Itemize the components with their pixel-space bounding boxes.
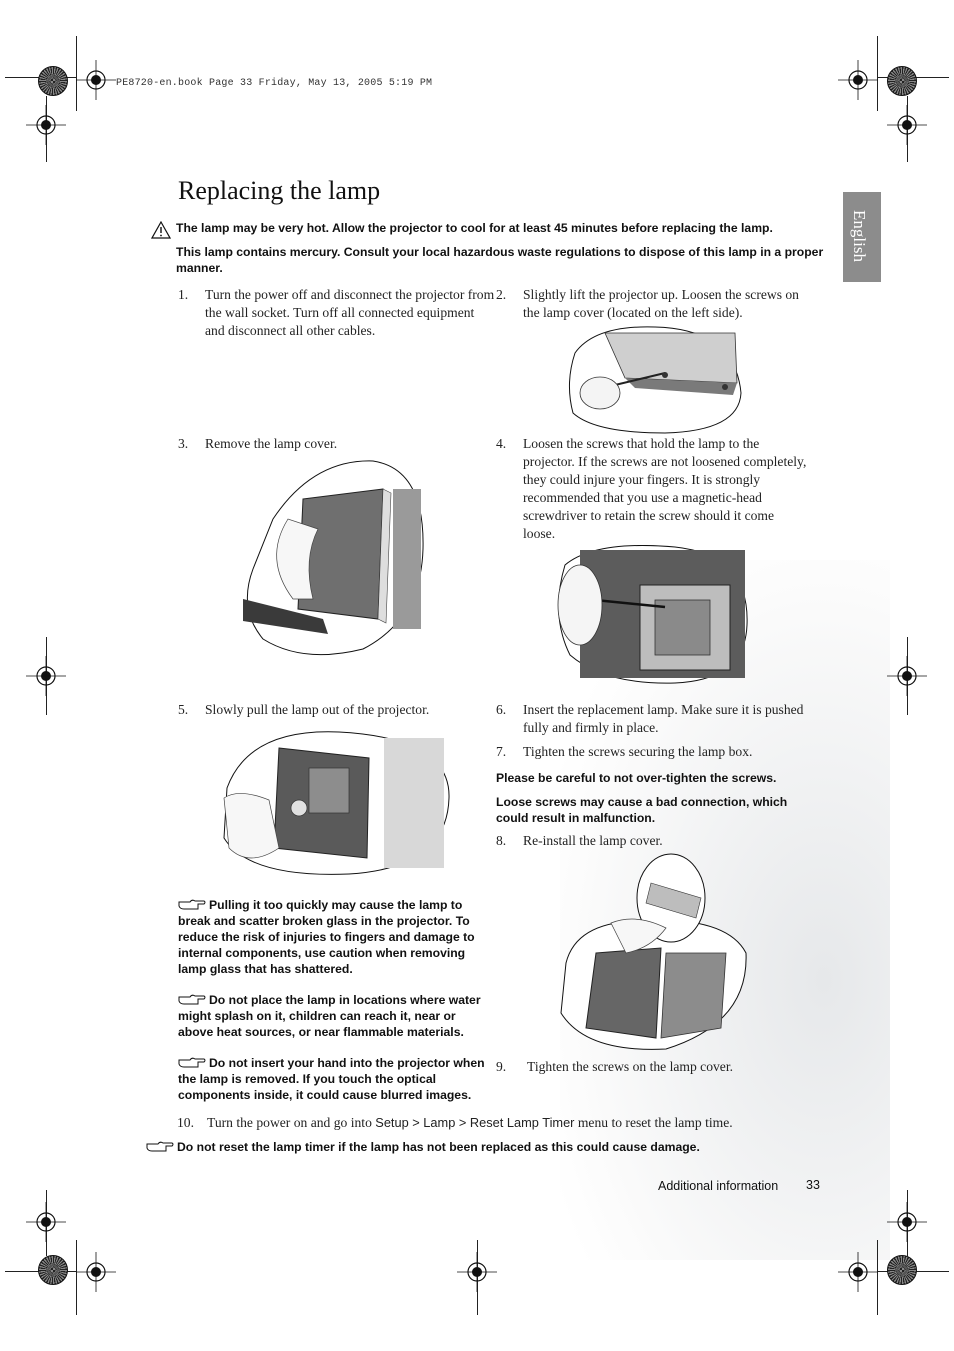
- language-tab-label: English: [850, 210, 869, 262]
- pointing-hand-icon: [178, 1056, 206, 1069]
- registration-mark-icon: [887, 1202, 927, 1242]
- step-number: 6.: [496, 702, 507, 717]
- step-number: 3.: [178, 436, 189, 451]
- pointing-hand-icon: [178, 898, 206, 911]
- registration-mark-icon: [76, 1252, 116, 1292]
- note-loose-screws: Loose screws may cause a bad connection, which could result in malfunction.: [496, 795, 788, 825]
- registration-mark-icon: [838, 60, 878, 100]
- figure-reinstall-lamp-cover: [556, 853, 749, 1051]
- print-stamp: PE8720-en.book Page 33 Friday, May 13, 2005 5:19 PM: [116, 78, 433, 89]
- final-note-text: Do not reset the lamp timer if the lamp has not been replaced as this could cause damage.: [177, 1140, 700, 1154]
- registration-mark-icon: [26, 105, 66, 145]
- pointing-hand-icon: [146, 1140, 174, 1153]
- note-over-tighten: Please be careful to not over-tighten the screws.: [496, 771, 777, 785]
- registration-mark-icon: [838, 1252, 878, 1292]
- note-reset-timer: [146, 1139, 846, 1155]
- step-text: Remove the lamp cover.: [205, 436, 338, 451]
- tip-no-hand-inside: [178, 1055, 492, 1103]
- menu-path: Setup > Lamp > Reset Lamp Timer: [375, 1115, 575, 1130]
- step-number: 2.: [496, 287, 507, 302]
- pointing-hand-icon: [178, 993, 206, 1006]
- figure-lift-projector: [565, 323, 743, 435]
- step-number: 8.: [496, 833, 507, 848]
- warning-mercury: This lamp contains mercury. Consult your local hazardous waste regulations to dispose of this lamp in a proper manner.: [176, 245, 824, 275]
- step-number: 9.: [496, 1059, 507, 1074]
- tip-lamp-placement: [178, 992, 492, 1040]
- step-text: [207, 1114, 827, 1132]
- step-text-before: Turn the power on and go into: [207, 1115, 376, 1130]
- registration-mark-icon: [457, 1252, 497, 1292]
- step-text: Slightly lift the projector up. Loosen the screws on the lamp cover (located on the left side).: [523, 287, 799, 320]
- step-text: Insert the replacement lamp. Make sure it is pushed fully and firmly in place.: [523, 702, 804, 735]
- step-number: 5.: [178, 702, 189, 717]
- footer-section: Additional information: [658, 1179, 779, 1193]
- step-text: Turn the power off and disconnect the projector from the wall socket. Turn off all connected equipment and disconnect all other cables.: [205, 287, 495, 338]
- step-number: 10.: [177, 1115, 194, 1130]
- page-title: Replacing the lamp: [178, 176, 381, 205]
- tip-text: Do not place the lamp in locations where water might splash on it, children can reach it, near or above heat sources, or near flammable materials.: [178, 993, 481, 1039]
- registration-mark-icon: [887, 656, 927, 696]
- registration-mark-icon: [26, 1202, 66, 1242]
- registration-mark-icon: [887, 1255, 917, 1285]
- step-text-after: menu to reset the lamp time.: [574, 1115, 733, 1130]
- figure-remove-lamp-cover: [243, 459, 425, 659]
- tip-pull-slowly: [178, 897, 492, 977]
- figure-pull-lamp-out: [219, 728, 451, 876]
- registration-mark-icon: [887, 66, 917, 96]
- step-number: 7.: [496, 744, 507, 759]
- step-text: Re-install the lamp cover.: [523, 833, 663, 848]
- step-number: 4.: [496, 436, 507, 451]
- page-number: 33: [806, 1178, 820, 1192]
- step-text: Loosen the screws that hold the lamp to the projector. If the screws are not loosened completely, they could injure your fingers. It is strongly recommended that you use a magnetic-head screwdriver to retain the screw should it come loose.: [523, 436, 807, 541]
- language-tab: [843, 192, 881, 282]
- step-number: 1.: [178, 287, 189, 302]
- registration-mark-icon: [887, 105, 927, 145]
- tip-text: Pulling it too quickly may cause the lamp to break and scatter broken glass in the projector. To reduce the risk of injuries to fingers and damage to internal components, use caution when removing lamp glass that has shattered.: [178, 898, 475, 976]
- registration-mark-icon: [38, 1255, 68, 1285]
- registration-mark-icon: [26, 656, 66, 696]
- step-text: Slowly pull the lamp out of the projector.: [205, 702, 430, 717]
- tip-text: Do not insert your hand into the projector when the lamp is removed. If you touch the optical components inside, it could cause blurred images.: [178, 1056, 485, 1102]
- registration-mark-icon: [38, 66, 68, 96]
- figure-loosen-lamp-screws: [555, 545, 750, 685]
- step-text: Tighten the screws on the lamp cover.: [527, 1059, 734, 1074]
- step-text: Tighten the screws securing the lamp box.: [523, 744, 753, 759]
- warning-hot-lamp: The lamp may be very hot. Allow the projector to cool for at least 45 minutes before replacing the lamp.: [176, 221, 773, 235]
- registration-mark-icon: [76, 60, 116, 100]
- caution-triangle-icon: [151, 221, 171, 239]
